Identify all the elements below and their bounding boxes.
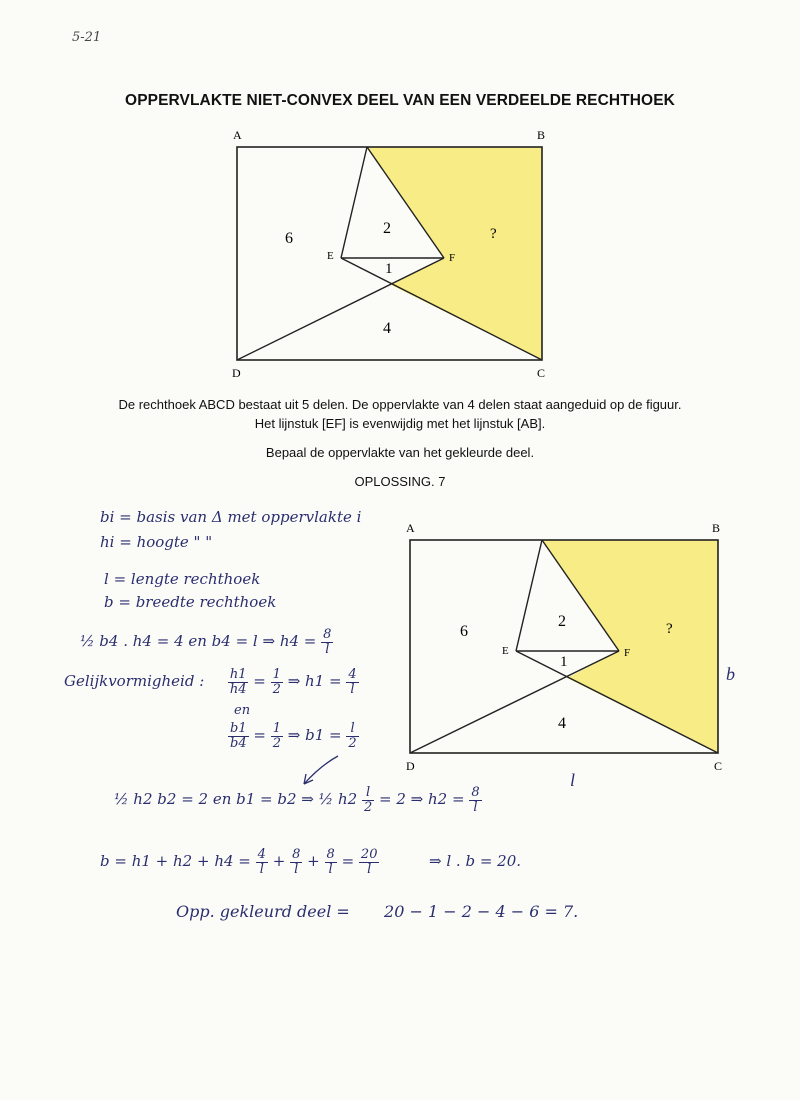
hw-final: Opp. gekleurd deel = 20 − 1 − 2 − 4 − 6 = 7. [176,902,579,921]
area-bottom: 4 [383,320,391,337]
hw-eq1: ½ b4 . h4 = 4 en b4 = l ⇒ h4 = $\frac{8}{l}$ [80,627,332,657]
side-b-label: b [726,664,735,684]
hw-def3: l = lengte rechthoek [104,570,261,588]
segment-apex-e [341,147,367,258]
solution-figure [400,518,750,788]
hw-en: en [234,703,251,718]
sol-label-a: A [406,521,415,535]
sol-label-e: E [502,645,509,657]
sol-label-f: F [624,647,631,659]
segment-fd [237,258,444,360]
label-e: E [327,250,334,262]
hw-sim2: $\frac{b1}{b4}$ = $\frac{1}{2}$ ⇒ b1 = $\frac{l}{2}$ [230,721,357,751]
sol-area-small: 1 [560,654,568,670]
hw-def2: hi = hoogte " " [100,533,213,551]
label-c: C [537,366,546,380]
question: Bepaal de oppervlakte van het gekleurde deel. [265,445,535,460]
problem-figure [225,125,555,380]
page-title: OPPERVLAKTE NIET-CONVEX DEEL VAN EEN VERDEELDE RECHTHOEK [125,92,675,109]
sol-label-d: D [406,759,415,773]
hw-eq3: b = h1 + h2 + h4 = $\frac{4}{l}$ + $\frac{8}{l}$ + $\frac{8}{l}$ = $\frac{20}{l}$ ⇒ l . b = 20. [100,847,522,877]
sol-label-b: B [712,521,721,535]
sol-area-shaded: ? [666,621,673,637]
area-shaded: ? [490,226,497,242]
hw-def1: bi = basis van Δ met oppervlakte i [100,508,362,526]
area-small-triangle: 1 [385,261,393,277]
sol-area-left: 6 [460,623,468,640]
hw-sim1: Gelijkvormigheid : $\frac{h1}{h4}$ = $\frac{1}{2}$ ⇒ h1 = $\frac{4}{l}$ [64,667,357,697]
label-b: B [537,128,546,142]
page-code: 5-21 [72,30,102,45]
label-a: A [233,128,242,142]
area-top-triangle: 2 [383,220,391,237]
area-left: 6 [285,230,293,247]
sol-area-top: 2 [558,613,566,630]
hw-eq2: ½ h2 b2 = 2 en b1 = b2 ⇒ ½ h2 $\frac{l}{2}$ = 2 ⇒ h2 = $\frac{8}{l}$ [114,785,480,815]
statement-line1: De rechthoek ABCD bestaat uit 5 delen. De oppervlakte van 4 delen staat aangeduid op de figuur. [118,397,682,412]
statement-line2: Het lijnstuk [EF] is evenwijdig met het lijnstuk [AB]. [254,416,546,431]
sol-area-bottom: 4 [558,715,566,732]
side-l-label: l [570,770,576,788]
label-f: F [449,252,456,264]
solution-heading: OPLOSSING. 7 [354,474,446,489]
hw-def4: b = breedte rechthoek [104,593,277,611]
label-d: D [232,366,241,380]
sol-label-c: C [714,759,723,773]
